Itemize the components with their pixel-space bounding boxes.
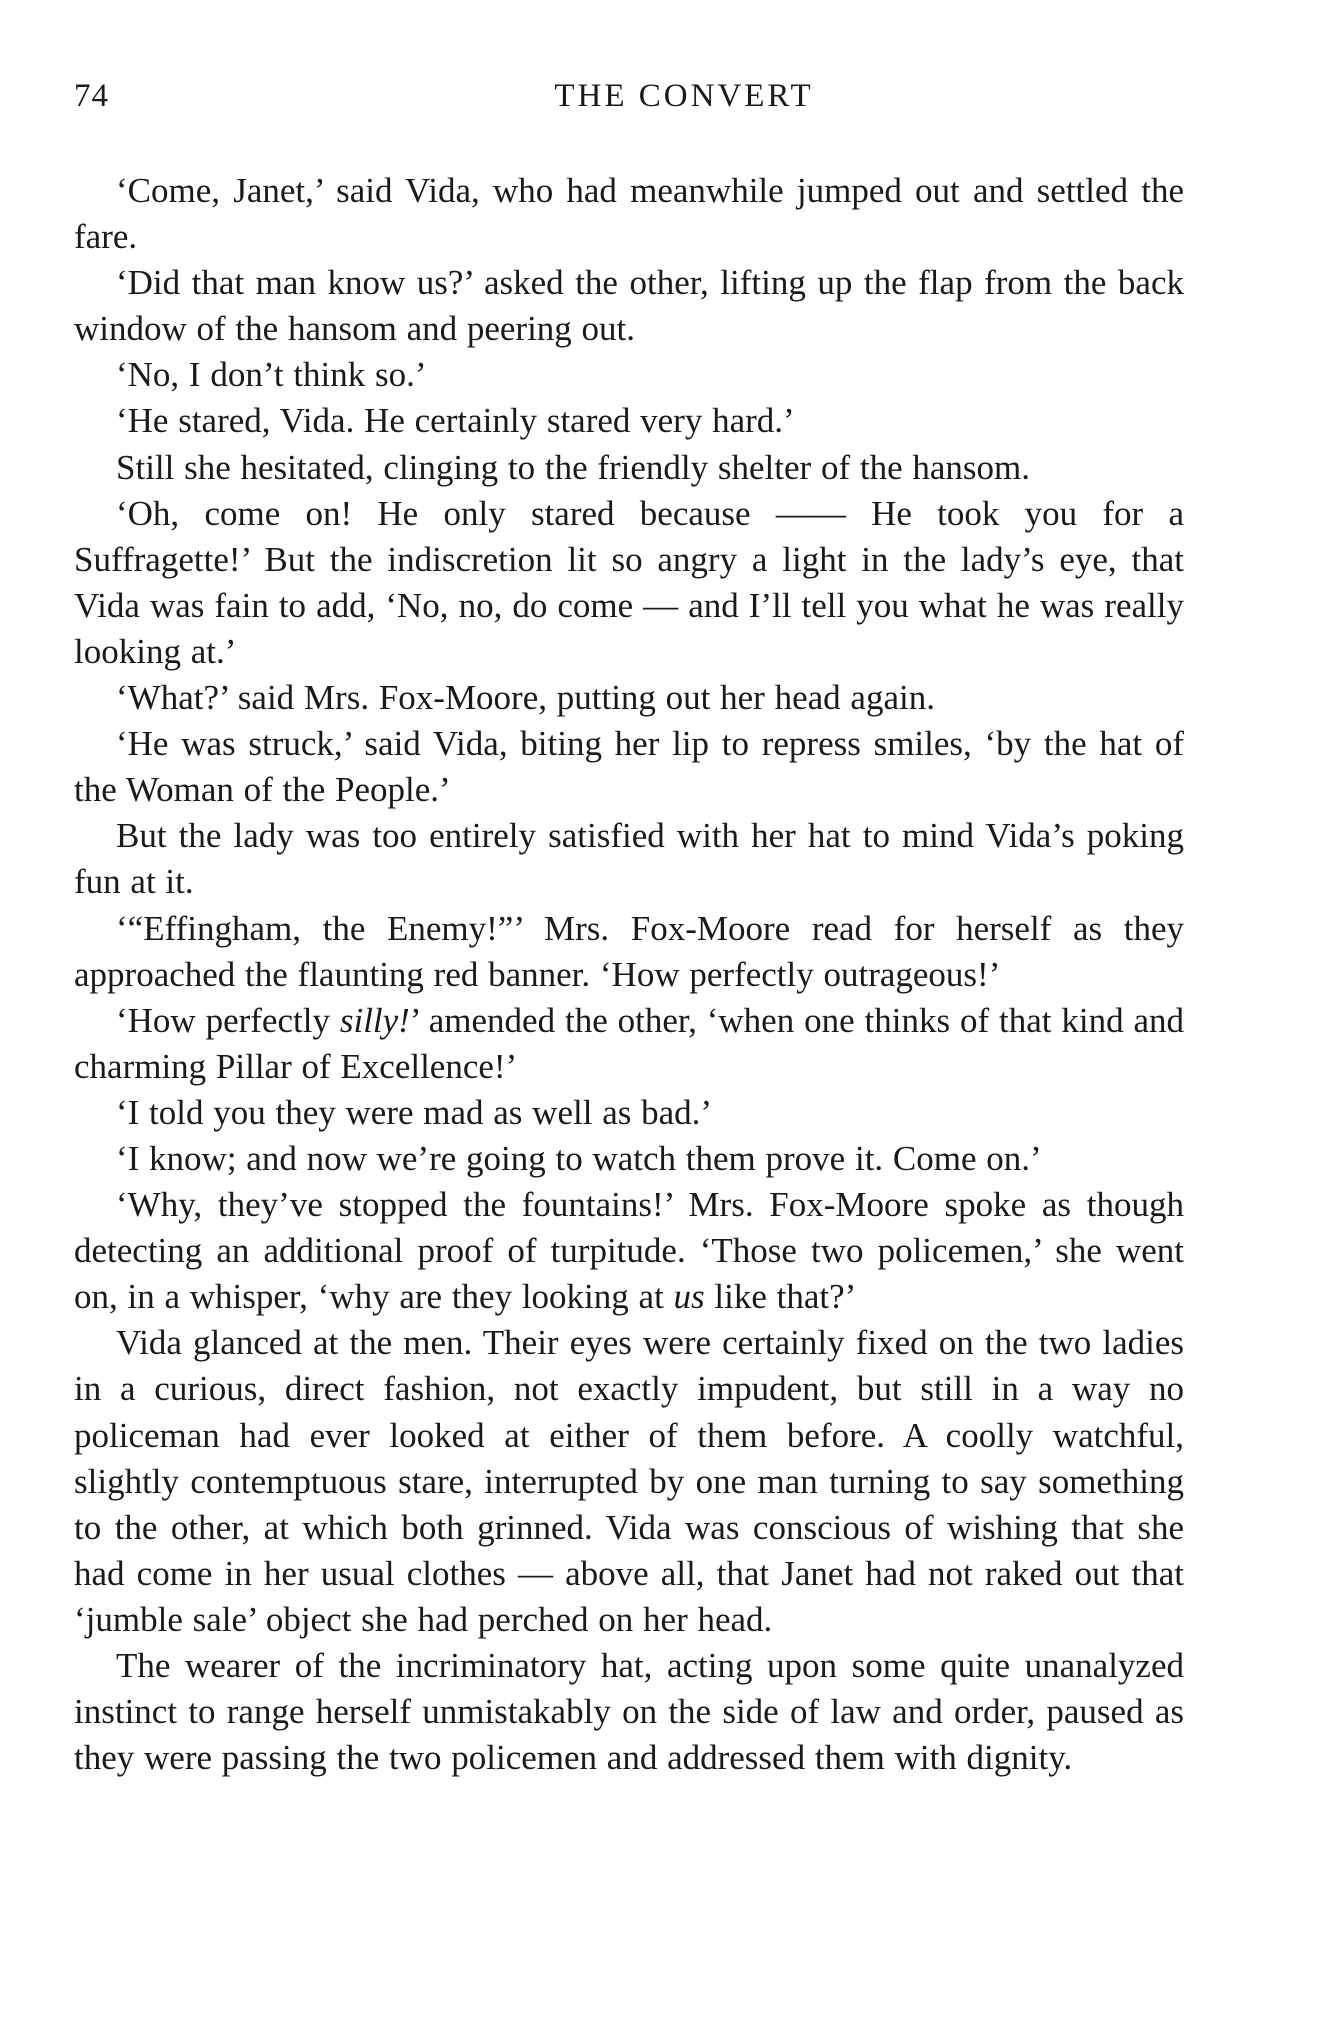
- paragraph: Still she hesitated, clinging to the friendly shelter of the hansom.: [116, 447, 1030, 487]
- paragraph: ‘“Effingham, the Enemy!”’ Mrs. Fox-Moore read for herself as they approached the flaunting red banner. ‘How perfectly outrageous!’: [74, 908, 1184, 994]
- paragraph: But the lady was too entirely satisfied with her hat to mind Vida’s poking fun at it.: [74, 816, 1184, 902]
- paragraph: ‘Oh, come on! He only stared because —— He took you for a Suffragette!’ But the indiscretion lit so angry a light in the lady’s eye, that Vida was fain to add, ‘No, no, do come — and I’ll tell you what he was really looking at.’: [74, 493, 1184, 671]
- paragraph: ‘Come, Janet,’ said Vida, who had meanwhile jumped out and settled the fare.: [74, 171, 1184, 257]
- paragraph: ‘No, I don’t think so.’: [116, 355, 427, 395]
- paragraph: ‘What?’ said Mrs. Fox-Moore, putting out her head again.: [116, 678, 935, 718]
- paragraph-text: ‘How perfectly: [116, 1000, 340, 1040]
- paragraph: ‘He stared, Vida. He certainly stared very hard.’: [116, 401, 795, 441]
- paragraph: [74, 1182, 1184, 1320]
- paragraph: The wearer of the incriminatory hat, acting upon some quite unanalyzed instinct to range herself unmistakably on the side of law and order, paused as they were passing the two policemen and addressed them with dignity.: [74, 1646, 1184, 1778]
- page-header: [74, 78, 1184, 128]
- paragraph: ‘I told you they were mad as well as bad.’: [116, 1092, 713, 1132]
- paragraph: [74, 998, 1184, 1090]
- paragraph-text: ‘Why, they’ve stopped the fountains!’ Mrs. Fox-Moore spoke as though detecting an additional proof of turpitude. ‘Those two policemen,’ she went on, in a whisper, ‘why are they looking at: [74, 1185, 1184, 1317]
- paragraph-text: ’ amended the other, ‘when one thinks of that kind and charming Pillar of Excellence!’: [74, 1000, 1185, 1086]
- paragraph: ‘Did that man know us?’ asked the other, lifting up the flap from the back window of the hansom and peering out.: [74, 263, 1184, 349]
- page-number: 74: [74, 78, 109, 114]
- paragraph: Vida glanced at the men. Their eyes were certainly fixed on the two ladies in a curious, direct fashion, not exactly impudent, but still in a way no policeman had ever looked at either of them before. A coolly watchful, slightly contemptuous stare, interrupted by one man turning to say something to the other, at which both grinned. Vida was conscious of wishing that she had come in her usual clothes — above all, that Janet had not raked out that ‘jumble sale’ object she had perched on her head.: [74, 1323, 1184, 1639]
- paragraph: ‘I know; and now we’re going to watch them prove it. Come on.’: [116, 1138, 1042, 1178]
- italic-text: silly!: [339, 1000, 410, 1040]
- paragraph: ‘He was struck,’ said Vida, biting her lip to repress smiles, ‘by the hat of the Woman of the People.’: [74, 724, 1184, 810]
- paragraph-text: like that?’: [704, 1277, 857, 1317]
- running-title: THE CONVERT: [554, 78, 814, 114]
- italic-text: us: [673, 1277, 705, 1317]
- body-text: [74, 168, 1184, 1781]
